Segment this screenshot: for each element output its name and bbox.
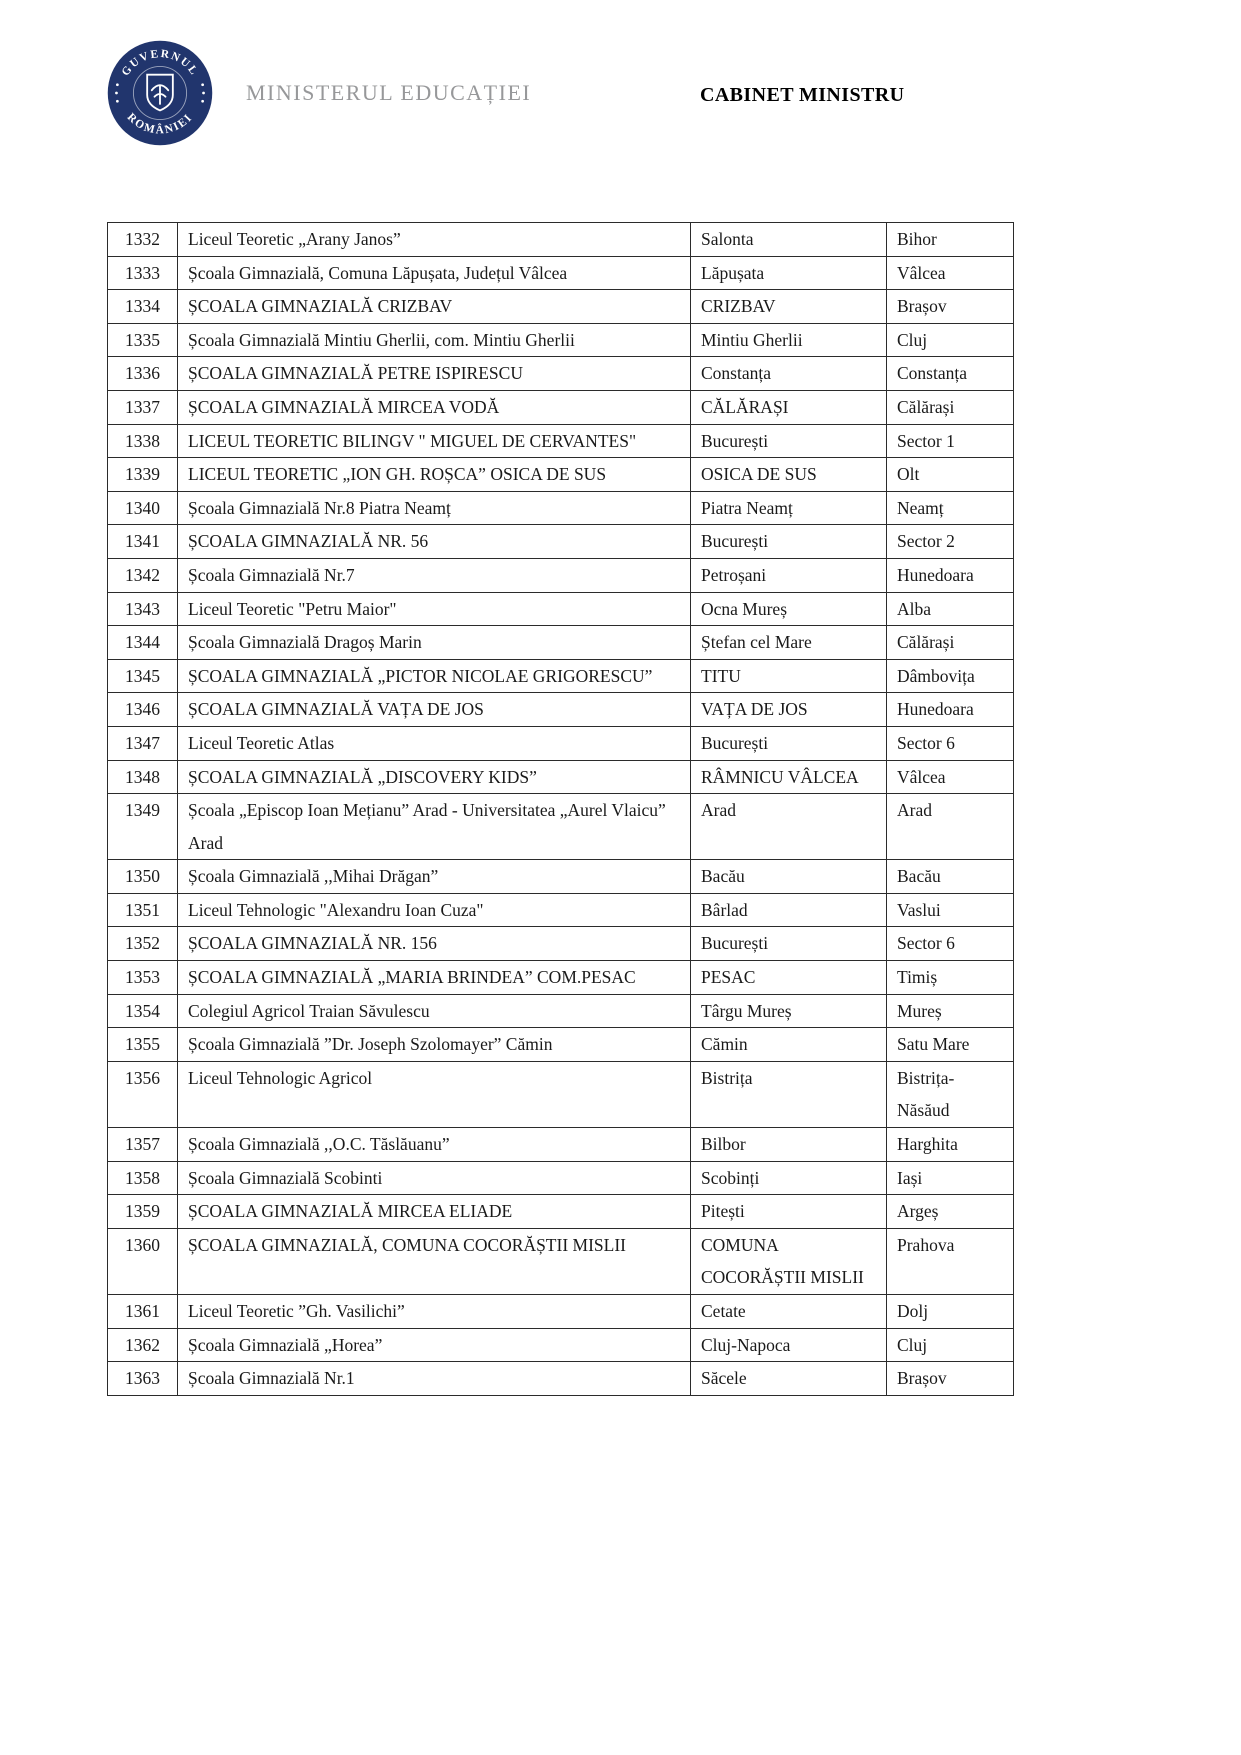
government-seal-logo	[105, 38, 215, 148]
locality-cell: București	[691, 424, 887, 458]
row-number-cell: 1341	[108, 525, 178, 559]
row-number-cell: 1345	[108, 659, 178, 693]
school-name-cell: ȘCOALA GIMNAZIALĂ MIRCEA ELIADE	[178, 1195, 691, 1229]
school-name-cell: Liceul Teoretic „Arany Janos”	[178, 223, 691, 257]
county-cell: Vâlcea	[887, 256, 1014, 290]
row-number-cell: 1343	[108, 592, 178, 626]
locality-cell: Cluj-Napoca	[691, 1328, 887, 1362]
row-number-cell: 1359	[108, 1195, 178, 1229]
county-cell: Argeș	[887, 1195, 1014, 1229]
school-name-cell: Școala Gimnazială Nr.8 Piatra Neamț	[178, 491, 691, 525]
county-cell: Dolj	[887, 1295, 1014, 1329]
school-name-cell: ȘCOALA GIMNAZIALĂ „PICTOR NICOLAE GRIGORESCU”	[178, 659, 691, 693]
locality-cell: Bistrița	[691, 1061, 887, 1127]
county-cell: Olt	[887, 458, 1014, 492]
locality-cell: Petroșani	[691, 558, 887, 592]
table-row	[108, 256, 1014, 290]
table-row	[108, 860, 1014, 894]
county-cell: Alba	[887, 592, 1014, 626]
school-name-cell: Școala Gimnazială Nr.1	[178, 1362, 691, 1396]
school-name-cell: LICEUL TEORETIC BILINGV " MIGUEL DE CERVANTES"	[178, 424, 691, 458]
school-name-cell: ȘCOALA GIMNAZIALĂ „DISCOVERY KIDS”	[178, 760, 691, 794]
school-name-cell: Școala Gimnazială, Comuna Lăpușata, Județul Vâlcea	[178, 256, 691, 290]
table-row	[108, 726, 1014, 760]
ministry-name: MINISTERUL EDUCAȚIEI	[246, 80, 532, 105]
locality-cell: OSICA DE SUS	[691, 458, 887, 492]
school-name-cell: Liceul Tehnologic "Alexandru Ioan Cuza"	[178, 893, 691, 927]
county-cell: Cluj	[887, 323, 1014, 357]
table-row	[108, 323, 1014, 357]
seal-bottom-text: ROMÂNIEI	[124, 111, 196, 137]
county-cell: Satu Mare	[887, 1028, 1014, 1062]
county-cell: Sector 2	[887, 525, 1014, 559]
table-row	[108, 1362, 1014, 1396]
table-row	[108, 1328, 1014, 1362]
school-name-cell: ȘCOALA GIMNAZIALĂ, COMUNA COCORĂȘTII MISLII	[178, 1228, 691, 1294]
table-row	[108, 491, 1014, 525]
county-cell: Vâlcea	[887, 760, 1014, 794]
table-row	[108, 893, 1014, 927]
table-row	[108, 1195, 1014, 1229]
school-name-cell: Liceul Teoretic ”Gh. Vasilichi”	[178, 1295, 691, 1329]
school-name-cell: Liceul Teoretic Atlas	[178, 726, 691, 760]
school-table-body	[108, 223, 1014, 1396]
county-cell: Bacău	[887, 860, 1014, 894]
table-row	[108, 927, 1014, 961]
school-name-cell: ȘCOALA GIMNAZIALĂ NR. 56	[178, 525, 691, 559]
row-number-cell: 1357	[108, 1128, 178, 1162]
school-name-cell: Școala Gimnazială ”Dr. Joseph Szolomayer” Cămin	[178, 1028, 691, 1062]
locality-cell: Lăpușata	[691, 256, 887, 290]
county-cell: Brașov	[887, 1362, 1014, 1396]
school-name-cell: ȘCOALA GIMNAZIALĂ NR. 156	[178, 927, 691, 961]
row-number-cell: 1338	[108, 424, 178, 458]
table-row	[108, 458, 1014, 492]
seal-top-text: GUVERNUL	[119, 48, 201, 79]
table-row	[108, 1228, 1014, 1294]
county-cell: Harghita	[887, 1128, 1014, 1162]
county-cell: Sector 6	[887, 927, 1014, 961]
table-row	[108, 592, 1014, 626]
table-row	[108, 961, 1014, 995]
table-row	[108, 693, 1014, 727]
school-name-cell: ȘCOALA GIMNAZIALĂ CRIZBAV	[178, 290, 691, 324]
school-name-cell: Colegiul Agricol Traian Săvulescu	[178, 994, 691, 1028]
locality-cell: București	[691, 927, 887, 961]
county-cell: Călărași	[887, 390, 1014, 424]
school-name-cell: Școala Gimnazială ,,Mihai Drăgan”	[178, 860, 691, 894]
locality-cell: Ocna Mureș	[691, 592, 887, 626]
county-cell: Sector 1	[887, 424, 1014, 458]
school-name-cell: ȘCOALA GIMNAZIALĂ PETRE ISPIRESCU	[178, 357, 691, 391]
county-cell: Timiș	[887, 961, 1014, 995]
table-row	[108, 424, 1014, 458]
row-number-cell: 1363	[108, 1362, 178, 1396]
county-cell: Prahova	[887, 1228, 1014, 1294]
locality-cell: Arad	[691, 794, 887, 860]
county-cell: Neamț	[887, 491, 1014, 525]
government-seal	[105, 38, 215, 148]
row-number-cell: 1347	[108, 726, 178, 760]
row-number-cell: 1334	[108, 290, 178, 324]
county-cell: Călărași	[887, 626, 1014, 660]
county-cell: Hunedoara	[887, 558, 1014, 592]
table-row	[108, 223, 1014, 257]
table-row	[108, 760, 1014, 794]
locality-cell: VAȚA DE JOS	[691, 693, 887, 727]
locality-cell: Salonta	[691, 223, 887, 257]
locality-cell: Târgu Mureș	[691, 994, 887, 1028]
row-number-cell: 1352	[108, 927, 178, 961]
row-number-cell: 1349	[108, 794, 178, 860]
county-cell: Vaslui	[887, 893, 1014, 927]
row-number-cell: 1332	[108, 223, 178, 257]
locality-cell: Bilbor	[691, 1128, 887, 1162]
table-row	[108, 794, 1014, 860]
locality-cell: COMUNA COCORĂȘTII MISLII	[691, 1228, 887, 1294]
row-number-cell: 1351	[108, 893, 178, 927]
locality-cell: CĂLĂRAȘI	[691, 390, 887, 424]
locality-cell: CRIZBAV	[691, 290, 887, 324]
school-name-cell: Școala Gimnazială Scobinti	[178, 1161, 691, 1195]
table-row	[108, 1161, 1014, 1195]
row-number-cell: 1342	[108, 558, 178, 592]
locality-cell: București	[691, 525, 887, 559]
table-row	[108, 626, 1014, 660]
table-row	[108, 525, 1014, 559]
table-row	[108, 290, 1014, 324]
school-name-cell: Școala Gimnazială Nr.7	[178, 558, 691, 592]
table-row	[108, 1295, 1014, 1329]
locality-cell: Pitești	[691, 1195, 887, 1229]
table-row	[108, 1128, 1014, 1162]
county-cell: Iași	[887, 1161, 1014, 1195]
table-row	[108, 1061, 1014, 1127]
table-row	[108, 390, 1014, 424]
row-number-cell: 1335	[108, 323, 178, 357]
row-number-cell: 1356	[108, 1061, 178, 1127]
table-row	[108, 1028, 1014, 1062]
locality-cell: Bacău	[691, 860, 887, 894]
row-number-cell: 1348	[108, 760, 178, 794]
school-name-cell: LICEUL TEORETIC „ION GH. ROȘCA” OSICA DE SUS	[178, 458, 691, 492]
school-name-cell: ȘCOALA GIMNAZIALĂ MIRCEA VODĂ	[178, 390, 691, 424]
county-cell: Brașov	[887, 290, 1014, 324]
school-name-cell: Liceul Teoretic "Petru Maior"	[178, 592, 691, 626]
locality-cell: PESAC	[691, 961, 887, 995]
row-number-cell: 1336	[108, 357, 178, 391]
county-cell: Sector 6	[887, 726, 1014, 760]
table-row	[108, 357, 1014, 391]
school-name-cell: Școala Gimnazială Dragoș Marin	[178, 626, 691, 660]
county-cell: Bihor	[887, 223, 1014, 257]
cabinet-title: CABINET MINISTRU	[700, 84, 905, 106]
locality-cell: Săcele	[691, 1362, 887, 1396]
locality-cell: RÂMNICU VÂLCEA	[691, 760, 887, 794]
locality-cell: Mintiu Gherlii	[691, 323, 887, 357]
row-number-cell: 1339	[108, 458, 178, 492]
locality-cell: Piatra Neamț	[691, 491, 887, 525]
table-row	[108, 994, 1014, 1028]
row-number-cell: 1358	[108, 1161, 178, 1195]
locality-cell: Constanța	[691, 357, 887, 391]
table-row	[108, 659, 1014, 693]
row-number-cell: 1360	[108, 1228, 178, 1294]
row-number-cell: 1354	[108, 994, 178, 1028]
county-cell: Arad	[887, 794, 1014, 860]
school-name-cell: ȘCOALA GIMNAZIALĂ „MARIA BRINDEA” COM.PESAC	[178, 961, 691, 995]
school-table	[107, 222, 1014, 1396]
locality-cell: TITU	[691, 659, 887, 693]
table-row	[108, 558, 1014, 592]
county-cell: Constanța	[887, 357, 1014, 391]
school-name-cell: Școala Gimnazială Mintiu Gherlii, com. Mintiu Gherlii	[178, 323, 691, 357]
county-cell: Cluj	[887, 1328, 1014, 1362]
row-number-cell: 1353	[108, 961, 178, 995]
row-number-cell: 1355	[108, 1028, 178, 1062]
row-number-cell: 1346	[108, 693, 178, 727]
row-number-cell: 1333	[108, 256, 178, 290]
row-number-cell: 1362	[108, 1328, 178, 1362]
row-number-cell: 1344	[108, 626, 178, 660]
row-number-cell: 1350	[108, 860, 178, 894]
locality-cell: Cămin	[691, 1028, 887, 1062]
school-name-cell: Școala Gimnazială „Horea”	[178, 1328, 691, 1362]
locality-cell: Cetate	[691, 1295, 887, 1329]
locality-cell: Ștefan cel Mare	[691, 626, 887, 660]
county-cell: Dâmbovița	[887, 659, 1014, 693]
locality-cell: Bârlad	[691, 893, 887, 927]
row-number-cell: 1337	[108, 390, 178, 424]
county-cell: Mureș	[887, 994, 1014, 1028]
county-cell: Bistrița-Năsăud	[887, 1061, 1014, 1127]
school-name-cell: Liceul Tehnologic Agricol	[178, 1061, 691, 1127]
school-name-cell: ȘCOALA GIMNAZIALĂ VAȚA DE JOS	[178, 693, 691, 727]
row-number-cell: 1361	[108, 1295, 178, 1329]
county-cell: Hunedoara	[887, 693, 1014, 727]
locality-cell: Scobinți	[691, 1161, 887, 1195]
school-name-cell: Școala „Episcop Ioan Mețianu” Arad - Universitatea „Aurel Vlaicu” Arad	[178, 794, 691, 860]
row-number-cell: 1340	[108, 491, 178, 525]
school-name-cell: Școala Gimnazială ,,O.C. Tăslăuanu”	[178, 1128, 691, 1162]
locality-cell: București	[691, 726, 887, 760]
